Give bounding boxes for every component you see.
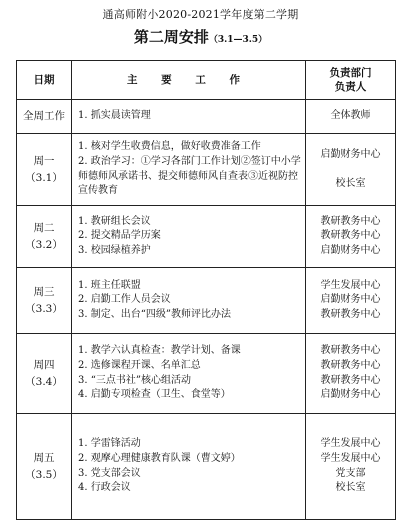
row-day — [17, 414, 72, 520]
responsible-item: 启勤财务中心 — [320, 389, 381, 401]
header-responsible — [306, 61, 396, 100]
table-row — [17, 414, 396, 520]
responsible-item: 启勤财务中心 — [320, 294, 381, 306]
header-date: 日期 — [17, 61, 72, 100]
work-item: 4. 行政会议 — [78, 482, 131, 494]
row-items — [72, 414, 306, 520]
header-resp-line2: 负责人 — [334, 81, 367, 93]
responsible-item: 教研教务中心 — [320, 215, 381, 227]
responsible-item: 启勤财务中心 — [320, 244, 381, 256]
row-day — [17, 334, 72, 414]
responsible-item: 学生发展中心 — [320, 452, 381, 464]
responsible-item: 学生发展中心 — [320, 438, 381, 450]
row-items — [72, 134, 306, 206]
header-work: 主 要 工 作 — [72, 61, 306, 100]
table-row — [17, 100, 396, 134]
day-label: 周五 — [33, 451, 55, 464]
title-date-range: （3.1—3.5） — [208, 35, 268, 45]
work-item: 2. 观摩心理健康教育队课（曹文婷） — [78, 452, 241, 464]
row-responsible — [306, 100, 396, 134]
responsible-item: 党支部 — [335, 467, 366, 479]
schedule-table — [16, 60, 396, 520]
row-items — [72, 206, 306, 268]
header-resp-line1: 负责部门 — [329, 67, 372, 79]
responsible-item: 校长室 — [335, 482, 366, 494]
work-item: 2. 选修课程开课、名单汇总 — [78, 359, 201, 371]
row-responsible — [306, 206, 396, 268]
work-item: 2. 启勤工作人员会议 — [78, 294, 171, 306]
work-item: 2. 政治学习：①学习各部门工作计划②签订中小学师德师风承诺书、提交师德师风自查表③近视防控宣传教育 — [78, 155, 301, 197]
day-label: 周二 — [33, 221, 55, 234]
table-row — [17, 206, 396, 268]
work-item: 1. 学雷锋活动 — [78, 438, 141, 450]
row-day — [17, 268, 72, 334]
work-item: 3. 制定、出台“四级”教师评比办法 — [78, 308, 231, 320]
work-item: 1. 教研组长会议 — [78, 215, 151, 227]
table-row — [17, 334, 396, 414]
work-item: 1. 教学六认真检查：教学计划、备课 — [78, 345, 241, 357]
day-label: 周一 — [33, 154, 55, 167]
table-header-row — [17, 61, 396, 100]
responsible-item: 教研教务中心 — [320, 345, 381, 357]
day-label: 全周工作 — [23, 110, 65, 122]
work-item: 2. 提交精品学历案 — [78, 230, 161, 242]
work-item: 4. 启勤专项检查（卫生、食堂等） — [78, 389, 231, 401]
row-day — [17, 134, 72, 206]
row-responsible — [306, 134, 396, 206]
work-item: 1. 抓实晨读管理 — [78, 110, 151, 122]
row-responsible — [306, 414, 396, 520]
responsible-item: 教研教务中心 — [320, 230, 381, 242]
day-date: （3.5） — [25, 468, 63, 481]
row-day — [17, 100, 72, 134]
work-item: 3. 党支部会议 — [78, 467, 141, 479]
document-subtitle: 通高师附小2020-2021学年度第二学期 — [102, 8, 299, 21]
day-label: 周四 — [33, 358, 55, 371]
day-date: （3.2） — [25, 238, 63, 251]
row-items — [72, 100, 306, 134]
row-responsible — [306, 334, 396, 414]
day-date: （3.3） — [25, 302, 63, 315]
document-title — [0, 26, 401, 47]
responsible-item: 教研教务中心 — [320, 359, 381, 371]
work-item: 1. 班主任联盟 — [78, 279, 141, 291]
row-items — [72, 268, 306, 334]
responsible-item: 启勤财务中心 — [320, 148, 381, 160]
responsible-item: 校长室 — [335, 177, 366, 189]
responsible-item: 教研教务中心 — [320, 308, 381, 320]
responsible-item: 教研教务中心 — [320, 374, 381, 386]
work-item: 1. 核对学生收费信息，做好收费准备工作 — [78, 141, 261, 153]
table-row — [17, 134, 396, 206]
day-label: 周三 — [33, 285, 55, 298]
responsible-item: 全体教师 — [330, 110, 371, 122]
row-responsible — [306, 268, 396, 334]
row-day — [17, 206, 72, 268]
title-text: 第二周安排 — [133, 28, 209, 46]
row-items — [72, 334, 306, 414]
work-item: 3. “三点书社”核心组活动 — [78, 374, 191, 386]
day-date: （3.4） — [25, 375, 63, 388]
responsible-item: 学生发展中心 — [320, 279, 381, 291]
table-row — [17, 268, 396, 334]
day-date: （3.1） — [25, 171, 63, 184]
work-item: 3. 校园绿植养护 — [78, 244, 151, 256]
